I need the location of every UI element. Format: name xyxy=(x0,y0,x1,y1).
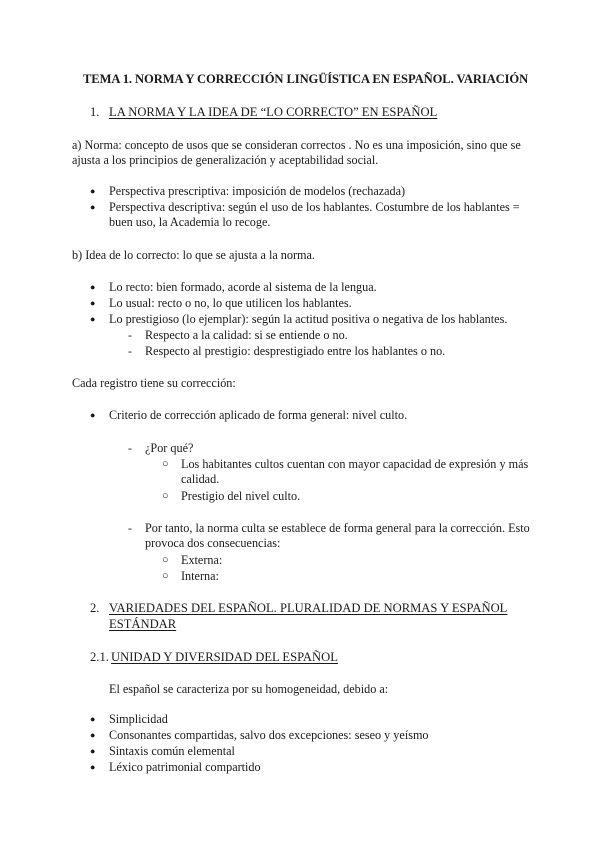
nested-list-item: Externa: xyxy=(181,553,223,567)
dash-icon: - xyxy=(128,328,132,342)
list-item: Perspectiva prescriptiva: imposición de modelos (rechazada) xyxy=(109,184,406,198)
list-item: Lo usual: recto o no, lo que utilicen los hablantes. xyxy=(109,296,352,310)
list-item: Sintaxis común elemental xyxy=(109,744,235,758)
paragraph-norma: a) Norma: concepto de usos que se consideran correctos . No es una imposición, sino que se ajusta a los principios de generalización y aceptabilidad social. xyxy=(72,138,521,167)
circle-bullet-icon: ○ xyxy=(162,458,169,470)
dash-icon: - xyxy=(128,344,132,358)
sub-list-item: Respecto al prestigio: desprestigiado entre los hablantes o no. xyxy=(145,344,446,358)
nested-list-item: Los habitantes cultos cuentan con mayor capacidad de expresión y más calidad. xyxy=(181,457,529,486)
bullet-icon: ● xyxy=(90,282,96,292)
list-item: Consonantes compartidas, salvo dos excepciones: seseo y yeísmo xyxy=(109,728,429,742)
bullet-icon: ● xyxy=(90,730,96,740)
bullet-icon: ● xyxy=(90,314,96,324)
list-item: Lo prestigioso (lo ejemplar): según la actitud positiva o negativa de los hablantes. xyxy=(109,312,508,326)
subsection-2-1-number: 2.1. xyxy=(90,650,109,664)
list-item: Lo recto: bien formado, acorde al sistema de la lengua. xyxy=(109,280,377,294)
bullet-icon: ● xyxy=(90,762,96,772)
list-item: Léxico patrimonial compartido xyxy=(109,760,261,774)
nested-list-item: Interna: xyxy=(181,569,219,583)
list-item: Simplicidad xyxy=(109,712,168,726)
circle-bullet-icon: ○ xyxy=(162,554,169,566)
paragraph-registro: Cada registro tiene su corrección: xyxy=(72,376,236,390)
sub-list-item: ¿Por qué? xyxy=(145,441,194,455)
section-1-heading: LA NORMA Y LA IDEA DE “LO CORRECTO” EN ESPAÑOL xyxy=(109,105,438,119)
bullet-icon: ● xyxy=(90,746,96,756)
page-title: TEMA 1. NORMA Y CORRECCIÓN LINGÜÍSTICA EN ESPAÑOL. VARIACIÓN xyxy=(83,72,529,86)
bullet-icon: ● xyxy=(90,714,96,724)
list-item: Perspectiva descriptiva: según el uso de los hablantes. Costumbre de los hablantes = buen uso, la Academia lo recoge. xyxy=(109,200,520,229)
sub-list-item: Por tanto, la norma culta se establece de forma general para la corrección. Esto provoca dos consecuencias: xyxy=(145,521,530,550)
list-item: Criterio de corrección aplicado de forma general: nivel culto. xyxy=(109,408,408,422)
bullet-icon: ● xyxy=(90,186,96,196)
subsection-2-1-heading: UNIDAD Y DIVERSIDAD DEL ESPAÑOL xyxy=(111,650,338,664)
sub-list-item: Respecto a la calidad: si se entiende o no. xyxy=(145,328,348,342)
bullet-icon: ● xyxy=(90,202,96,212)
section-2-heading: VARIEDADES DEL ESPAÑOL. PLURALIDAD DE NORMAS Y ESPAÑOL ESTÁNDAR xyxy=(109,601,508,631)
dash-icon: - xyxy=(128,441,132,455)
circle-bullet-icon: ○ xyxy=(162,490,169,502)
nested-list-item: Prestigio del nivel culto. xyxy=(181,489,301,503)
bullet-icon: ● xyxy=(90,298,96,308)
section-1-number: 1. xyxy=(90,105,100,119)
dash-icon: - xyxy=(128,521,132,535)
paragraph-homogeneidad: El español se caracteriza por su homogeneidad, debido a: xyxy=(109,682,389,696)
section-2-number: 2. xyxy=(90,601,100,615)
bullet-icon: ● xyxy=(90,410,96,420)
circle-bullet-icon: ○ xyxy=(162,570,169,582)
paragraph-idea-correcto: b) Idea de lo correcto: lo que se ajusta a la norma. xyxy=(72,248,315,262)
